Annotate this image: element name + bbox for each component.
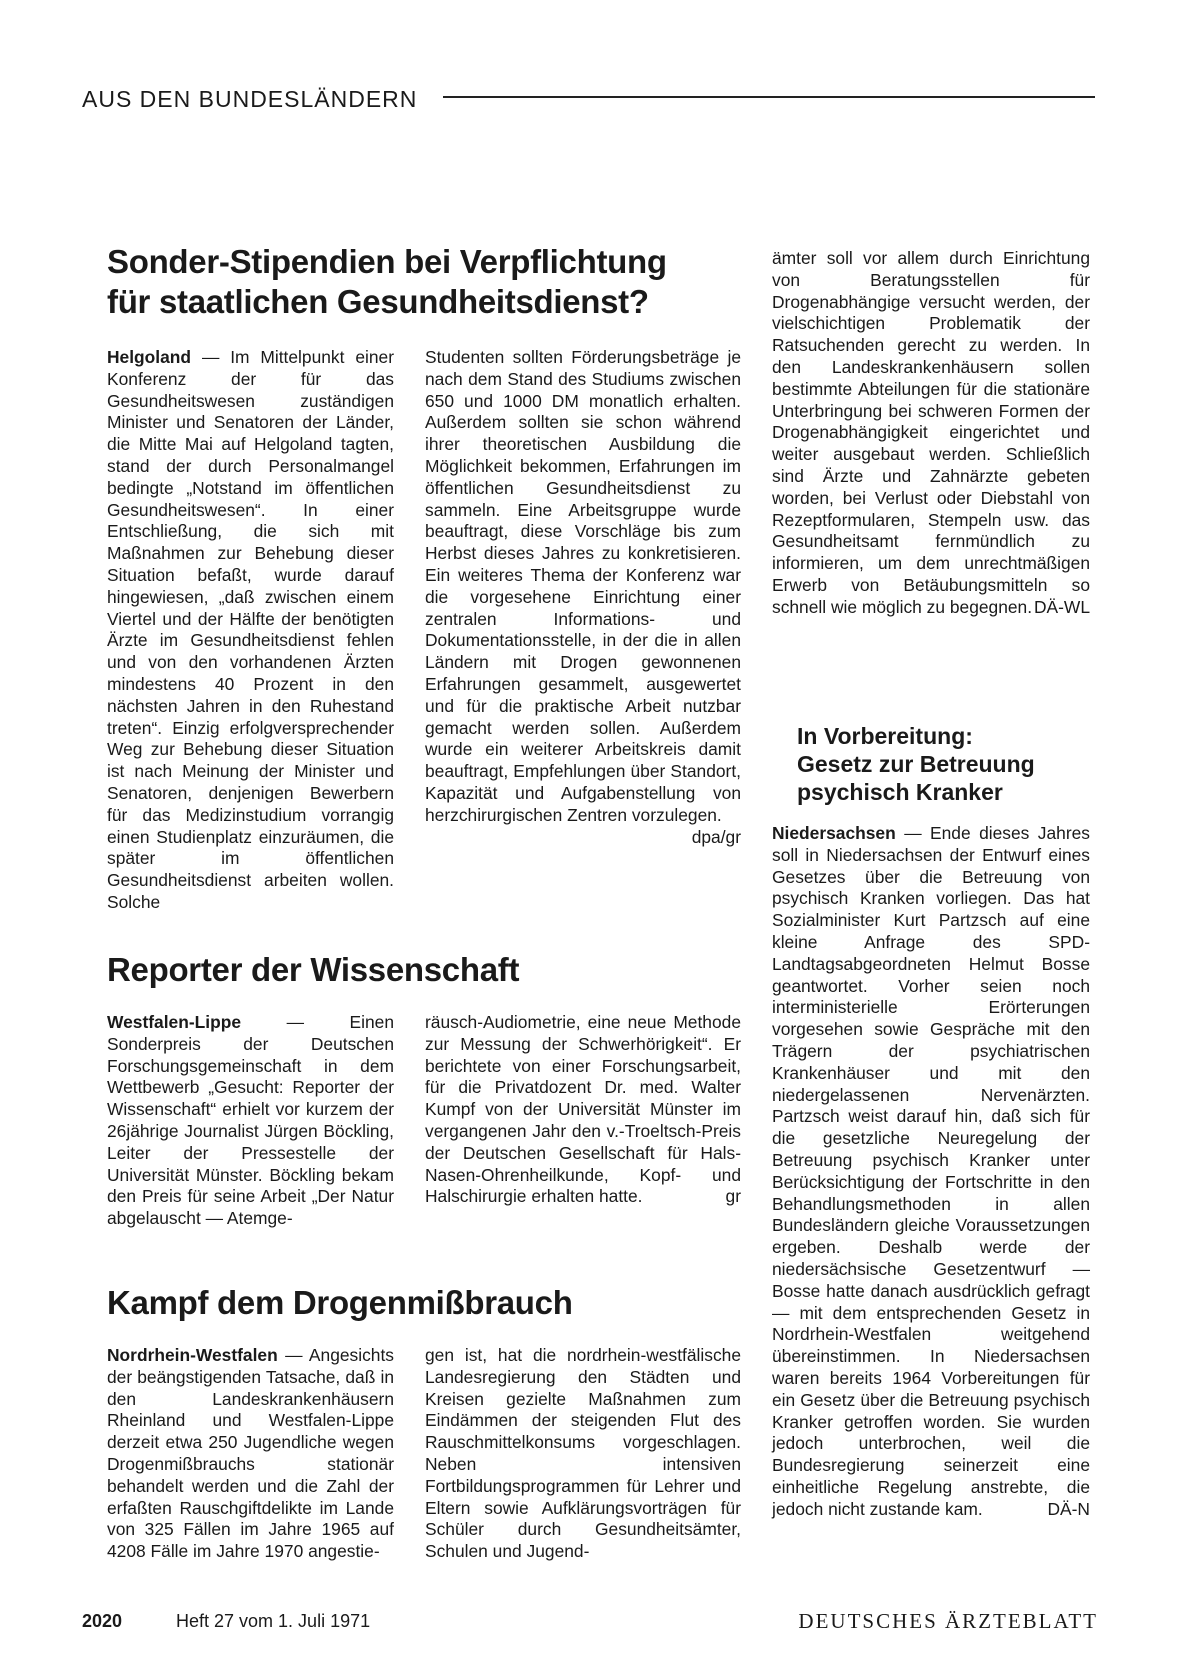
article-title-kampf: Kampf dem Drogenmißbrauch xyxy=(107,1284,573,1321)
dateline-place: Westfalen-Lippe xyxy=(107,1012,241,1032)
article-body-col xyxy=(107,347,394,914)
author-signature: dpa/gr xyxy=(691,826,741,847)
article-title-line: Sonder-Stipendien bei Verpflichtung xyxy=(107,243,667,280)
issue-info: Heft 27 vom 1. Juli 1971 xyxy=(176,1611,371,1631)
article-text: — Einen Sonderpreis der Deutschen Forschungsgemeinschaft in dem Wettbewerb „Gesucht: Reporter der Wissenschaft“ erhielt vor kurzem der 26jährige Journalist Jürgen Böckling, Leiter der Pressestelle der Universität Münster. Böckling bekam den Preis für seine Arbeit „Der Natur abgelauscht — Atemge- xyxy=(107,1012,394,1229)
section-rule xyxy=(443,96,1095,98)
article-body-col xyxy=(772,248,1090,619)
article-text: — Ende dieses Jahres soll in Niedersachsen der Entwurf eines Gesetzes über die Betreuung von psychisch Kranken vorliegen. Das hat Sozialminister Kurt Partzsch auf eine kleine Anfrage des SPD-Landtagsabgeordneten Helmut Bosse geantwortet. Vorher seien noch interministerielle Erörterungen vorgesehen sowie Gespräche mit den Trägern der psychiatrischen Krankenhäuser und mit den niedergelassenen Nervenärzten. Partzsch weist darauf hin, daß sich für die gesetzliche Neuregelung der Betreuung psychisch Kranker unter Berücksichtigung der Fortschritte in den Behandlungsmethoden in allen Bundesländern gleiche Voraussetzungen ergeben. Deshalb werde der niedersächsische Gesetzentwurf — Bosse hatte danach ausdrücklich gefragt — mit dem entsprechenden Gesetz in Nordrhein-Westfalen weitgehend übereinstimmen. In Niedersachsen waren bereits 1964 Vorbereitungen für ein Gesetz über die Betreuung psychisch Kranker getroffen worden. Sie wurden jedoch unterbrochen, weil die Bundesregierung seinerzeit eine einheitliche Regelung anstrebte, die jedoch nicht zustande kam. xyxy=(772,823,1090,1519)
dateline-place: Niedersachsen xyxy=(772,823,896,843)
article-body-col xyxy=(425,1012,741,1208)
article-title-vorbereitung xyxy=(797,722,1035,806)
article-text: — Angesichts der beängstigenden Tatsache, daß in den Landeskrankenhäusern Rheinland und Westfalen-Lippe derzeit etwa 250 Jugendliche wegen Drogenmißbrauchs stationär behandelt werden und die Zahl der erfaßten Rauschgiftdelikte im Lande von 325 Fällen im Jahre 1965 auf 4208 Fälle im Jahre 1970 angestie- xyxy=(107,1345,394,1562)
page-number: 2020 xyxy=(82,1611,123,1631)
article-title-reporter: Reporter der Wissenschaft xyxy=(107,951,520,988)
article-text: gen ist, hat die nordrhein-westfälische Landesregierung den Städten und Kreisen gezielte Maßnahmen zum Eindämmen der steigenden Flut des Rauschmittelkonsums vorgeschlagen. Neben intensiven Fortbildungsprogrammen für Lehrer und Eltern sowie Aufklärungsvorträgen für Schüler durch Gesundheitsämter, Schulen und Jugend- xyxy=(425,1345,741,1562)
dateline-place: Nordrhein-Westfalen xyxy=(107,1345,278,1365)
article-body-col xyxy=(107,1012,394,1230)
article-title-sonder xyxy=(107,242,667,322)
author-signature: DÄ-WL xyxy=(1033,596,1090,617)
article-text: Studenten sollten Förderungsbeträge je nach dem Stand des Studiums zwischen 650 und 1000 DM monatlich erhalten. Außerdem sollten sie schon während ihrer theoretischen Ausbildung die Möglichkeit bekommen, Erfahrungen im öffentlichen Gesundheitsdienst zu sammeln. Eine Arbeitsgruppe wurde beauftragt, diese Vorschläge bis zum Herbst dieses Jahres zu konkretisieren. Ein weiteres Thema der Konferenz war die vorgesehene Einrichtung einer zentralen Informations- und Dokumentationsstelle, in der die in allen Ländern mit Drogen gewonnenen Erfahrungen gesammelt, ausgewertet und für die praktische Arbeit nutzbar gemacht werden sollen. Außerdem wurde ein weiterer Arbeitskreis damit beauftragt, Empfehlungen über Standort, Kapazität und Aufgabenstellung von herzchirurgischen Zentren vorzulegen. xyxy=(425,347,741,825)
article-body-col xyxy=(772,823,1090,1521)
article-title-line: für staatlichen Gesundheitsdienst? xyxy=(107,283,649,320)
dateline-place: Helgoland xyxy=(107,347,192,367)
article-text: ämter soll vor allem durch Einrichtung von Beratungsstellen für Drogenabhängige versucht werden, der vielschichtigen Problematik der Ratsuchenden gerecht zu werden. In den Landeskrankenhäusern sollen bestimmte Abteilungen für die stationäre Unterbringung bei schweren Formen der Drogenabhängigkeit eingerichtet und weiter ausgebaut werden. Schließlich sind Ärzte und Zahnärzte gebeten worden, bei Verlust oder Diebstahl von Rezeptformularen, Stempeln usw. das Gesundheitsamt fernmündlich zu informieren, um dem unrechtmäßigen Erwerb von Betäubungsmitteln so schnell wie möglich zu begegnen. xyxy=(772,248,1090,617)
article-title-line: Gesetz zur Betreuung xyxy=(797,751,1035,777)
author-signature: gr xyxy=(725,1186,741,1207)
article-title-line: In Vorbereitung: xyxy=(797,723,973,749)
article-body-col xyxy=(107,1345,394,1563)
article-body-col xyxy=(425,347,741,848)
article-text: räusch-Audiometrie, eine neue Methode zur Messung der Schwerhörigkeit“. Er berichtete von einer Forschungsarbeit, für die Privatdozent Dr. med. Walter Kumpf von der Universität Münster im vergangenen Jahr den v.-Troeltsch-Preis der Deutschen Gesellschaft für Hals-Nasen-Ohrenheilkunde, Kopf- und Halschirurgie erhalten hatte. xyxy=(425,1012,741,1207)
section-label: AUS DEN BUNDESLÄNDERN xyxy=(82,86,418,112)
author-signature: DÄ-N xyxy=(1047,1498,1090,1519)
article-body-col xyxy=(425,1345,741,1563)
article-title-line: psychisch Kranker xyxy=(797,779,1003,805)
article-text: — Im Mittelpunkt einer Konferenz der für das Gesundheitswesen zuständigen Minister und Senatoren der Länder, die Mitte Mai auf Helgoland tagten, stand der durch Personalmangel bedingte „Notstand im öffentlichen Gesundheitswesen“. In einer Entschließung, die sich mit Maßnahmen zur Behebung dieser Situation befaßt, wurde darauf hingewiesen, „daß zwischen einem Viertel und der Hälfte der benötigten Ärzte im Gesundheitsdienst fehlen und von den vorhandenen Ärzten mindestens 40 Prozent in den nächsten Jahren in den Ruhestand treten“. Einzig erfolgversprechender Weg zur Behebung dieser Situation ist nach Meinung der Minister und Senatoren, denjenigen Bewerbern für das Medizinstudium vorrangig einen Studienplatz einzuräumen, die später im öffentlichen Gesundheitsdienst arbeiten wollen. Solche xyxy=(107,347,394,912)
journal-name: DEUTSCHES ÄRZTEBLATT xyxy=(798,1609,1098,1633)
